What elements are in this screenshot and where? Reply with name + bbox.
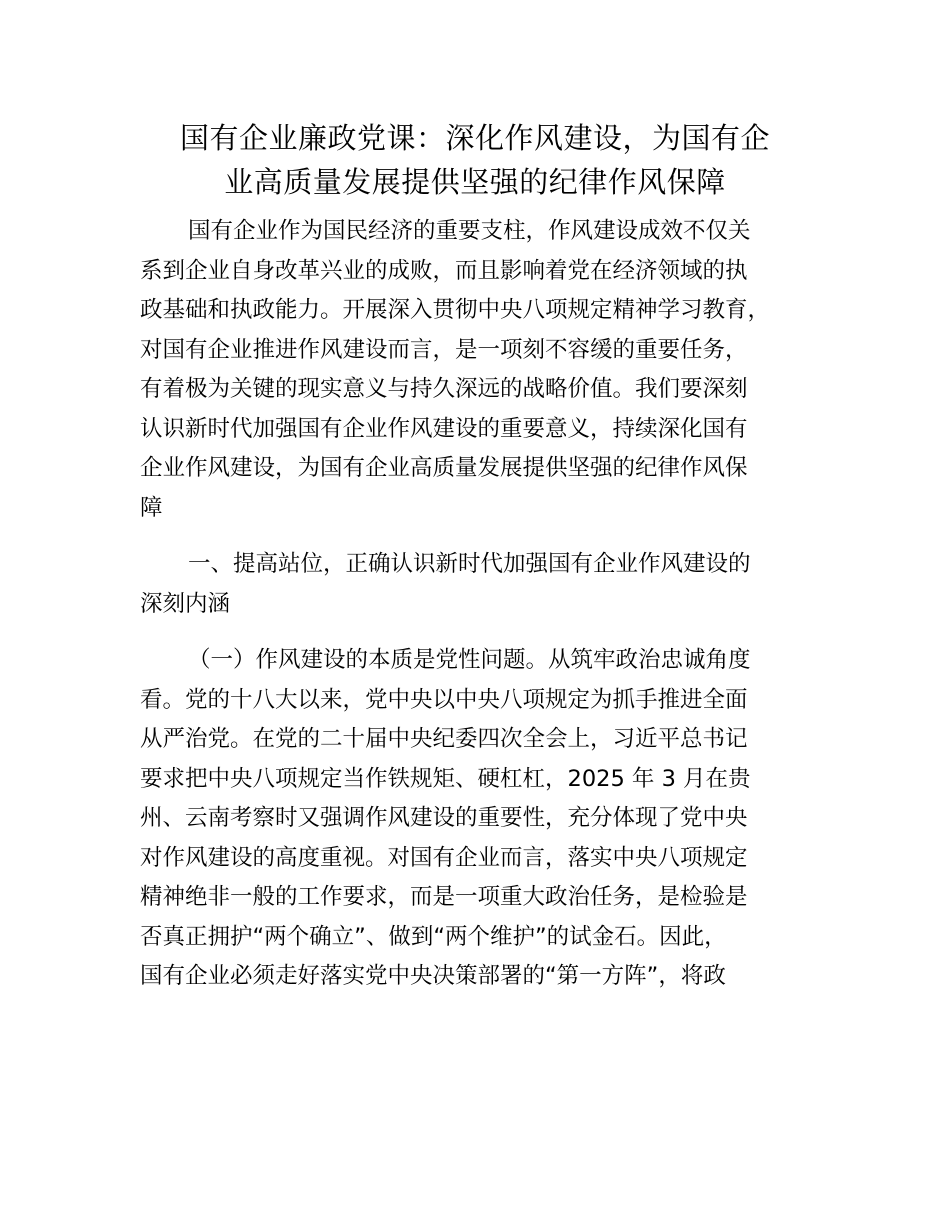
section-heading-1	[140, 545, 820, 624]
paragraph-intro	[140, 212, 820, 528]
paragraph-spacer	[140, 528, 820, 545]
paragraph-line: 有着极为关键的现实意义与持久深远的战略价值。我们要深刻	[140, 376, 748, 402]
heading-line: 一、提高站位，正确认识新时代加强国有企业作风建设的	[188, 551, 751, 577]
heading-line: 深刻内涵	[140, 590, 231, 617]
paragraph-line: 否真正拥护“两个确立”、做到“两个维护”的试金石。因此，	[140, 923, 727, 950]
title-line-2: 业高质量发展提供坚强的纪律作风保障	[224, 165, 726, 199]
paragraph-section-1-1	[140, 641, 820, 997]
document-body	[140, 212, 820, 997]
paragraph-line: 障	[140, 494, 163, 521]
paragraph-line: 州、云南考察时又强调作风建设的重要性，充分体现了党中央	[140, 805, 748, 831]
paragraph-line: （一）作风建设的本质是党性问题。从筑牢政治忠诚角度	[188, 647, 751, 673]
paragraph-line: 国有企业作为国民经济的重要支柱，作风建设成效不仅关	[188, 218, 751, 244]
document-title	[140, 116, 810, 204]
paragraph-line: 系到企业自身改革兴业的成败，而且影响着党在经济领域的执	[140, 257, 748, 284]
paragraph-line: 认识新时代加强国有企业作风建设的重要意义，持续深化国有	[140, 415, 748, 442]
paragraph-line: 精神绝非一般的工作要求，而是一项重大政治任务，是检验是	[140, 884, 748, 910]
paragraph-line: 对国有企业推进作风建设而言，是一项刻不容缓的重要任务，	[140, 336, 748, 363]
paragraph-line: 国有企业必须走好落实党中央决策部署的“第一方阵”，将政	[140, 963, 726, 989]
paragraph-spacer	[140, 624, 820, 641]
paragraph-line: 政基础和执政能力。开展深入贯彻中央八项规定精神学习教育，	[140, 297, 771, 323]
paragraph-line: 看。党的十八大以来，党中央以中央八项规定为抓手推进全面	[140, 686, 748, 713]
title-line-1: 国有企业廉政党课：深化作风建设，为国有企	[179, 121, 770, 155]
paragraph-line: 企业作风建设，为国有企业高质量发展提供坚强的纪律作风保	[140, 455, 748, 481]
paragraph-line: 要求把中央八项规定当作铁规矩、硬杠杠，2025 年 3 月在贵	[140, 765, 751, 792]
paragraph-line: 从严治党。在党的二十届中央纪委四次全会上，习近平总书记	[140, 726, 748, 752]
paragraph-line: 对作风建设的高度重视。对国有企业而言，落实中央八项规定	[140, 844, 748, 871]
